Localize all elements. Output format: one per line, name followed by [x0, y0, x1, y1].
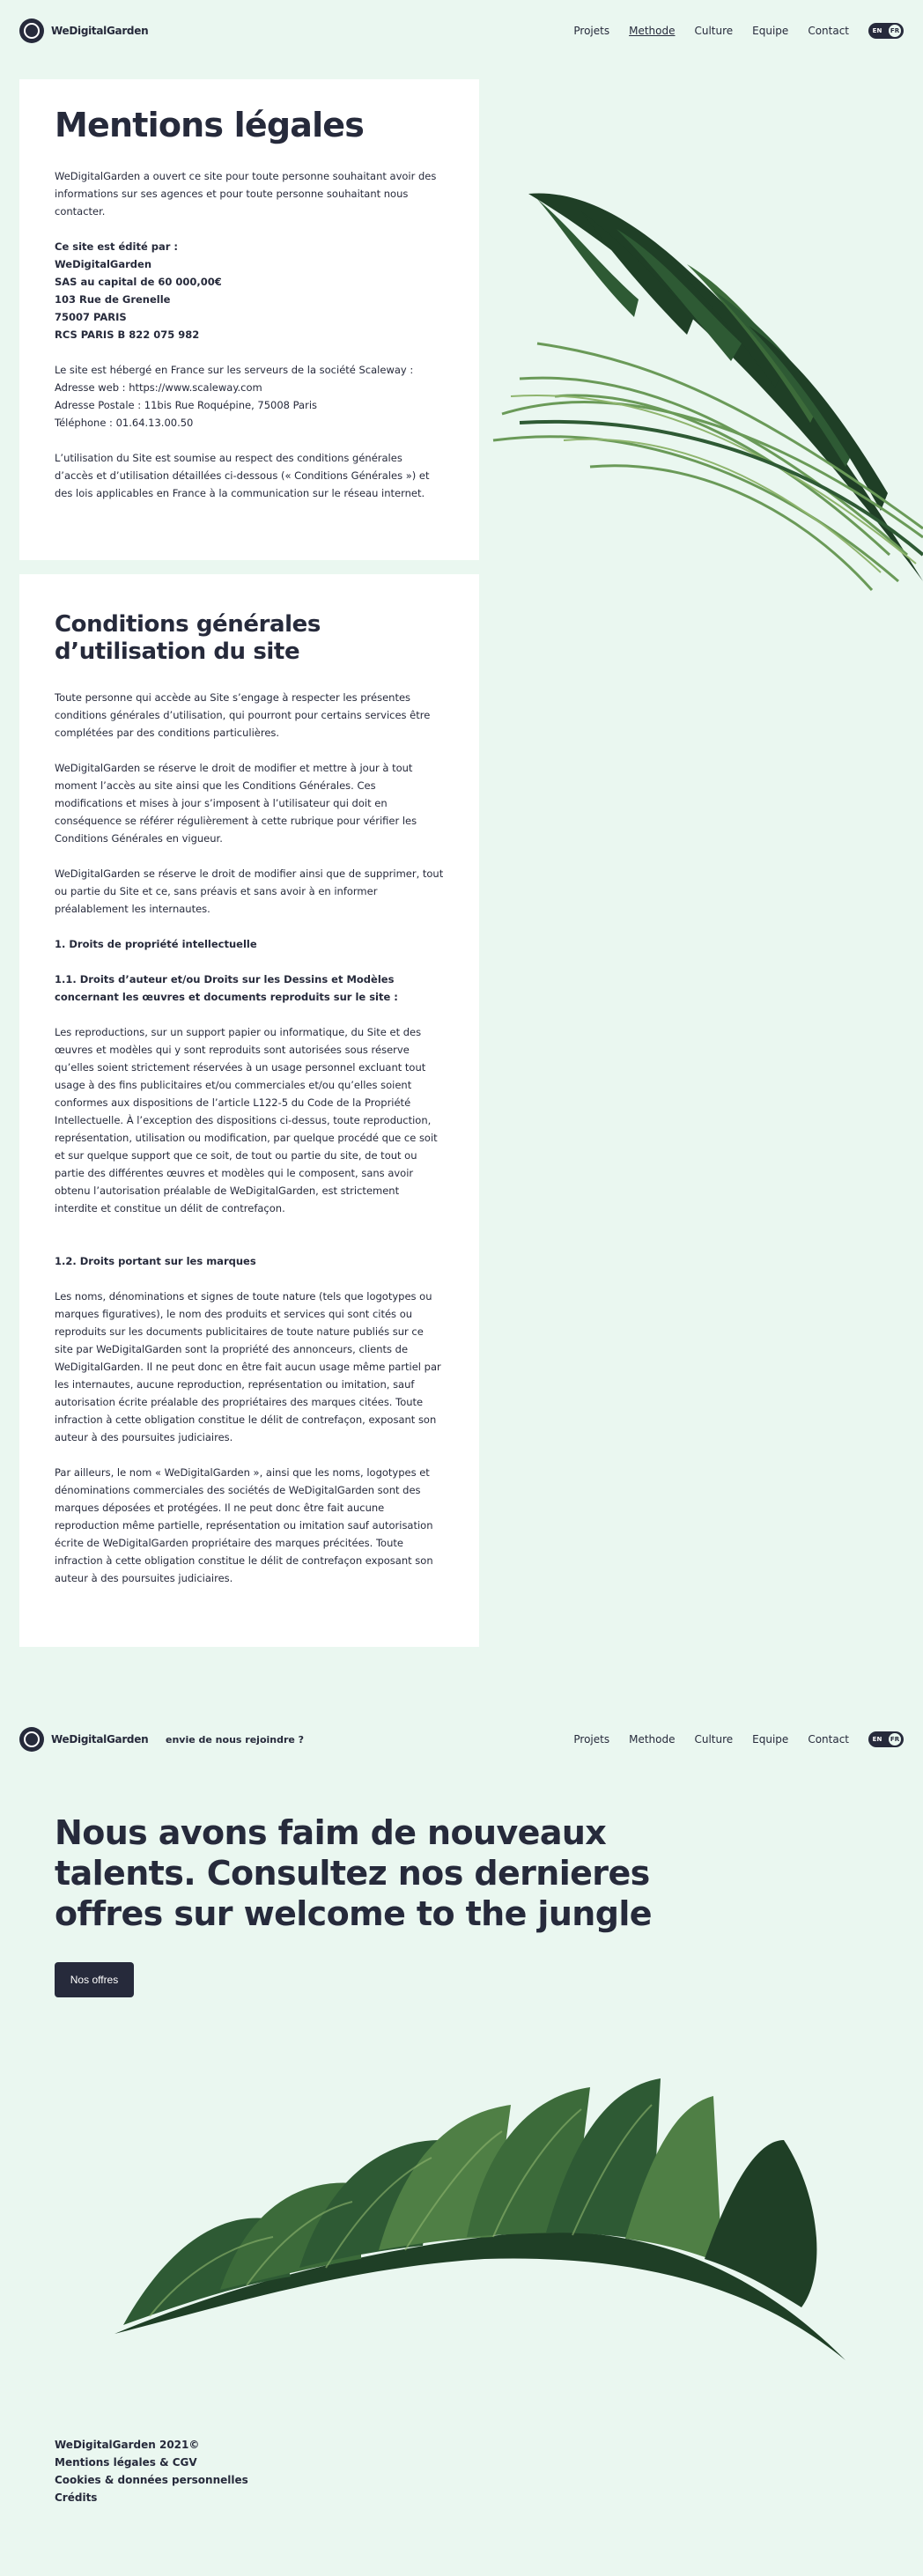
- join-tagline: envie de nous rejoindre ?: [166, 1733, 305, 1746]
- language-toggle[interactable]: [868, 23, 904, 39]
- editor-line: 103 Rue de Grenelle: [55, 292, 171, 306]
- editor-line: RCS PARIS B 822 075 982: [55, 328, 200, 341]
- editor-label: Ce site est édité par :: [55, 240, 179, 253]
- nav-item-methode[interactable]: Methode: [629, 25, 676, 37]
- language-toggle[interactable]: [868, 1731, 904, 1747]
- lang-en[interactable]: EN: [872, 27, 882, 34]
- terms-paragraph: WeDigitalGarden se réserve le droit de modifier et mettre à jour à tout moment l’accès au site ainsi que les Conditions Générales. Ces modifications et mises à jour s’imposent à l’utilisateur qui doit en conséquence se référer régulièrement à cette rubrique pour vérifier les Conditions Générales en vigueur.: [55, 762, 417, 845]
- garden-logo-icon: [19, 1727, 44, 1752]
- nav-item-contact[interactable]: Contact: [808, 1733, 849, 1746]
- palm-leaf-illustration: [484, 167, 923, 608]
- terms-paragraph: Toute personne qui accède au Site s’engage à respecter les présentes conditions générales d’utilisation, qui pourront pour certains services être complétées par des conditions particulières.: [55, 691, 431, 740]
- top-navbar: [0, 0, 923, 62]
- terms-paragraph: Les reproductions, sur un support papier ou informatique, du Site et des œuvres et modèles qui y sont reproduits sont autorisées sous réserve qu’elles soient strictement réservées à un usage personnel excluant tout usage à des fins publicitaires et/ou commerciales et/ou qu’elles soient conformes aux dispositions de l’article L122-5 du Code de la Propriété Intellectuelle. À l’exception des dispositions ci-dessus, toute reproduction, représentation, utilisation ou modification, par quelque procédé que ce soit et sur quelque support que ce soit, de tout ou partie du site, de tout ou partie des différentes œuvres et modèles qui le composent, sans avoir obtenu l’autorisation préalable de WeDigitalGarden, est strictement interdite et constitue un délit de contrefaçon.: [55, 1026, 438, 1215]
- site-footer: [55, 2436, 248, 2506]
- legal-notice-card: [19, 79, 479, 560]
- hosting-line: Téléphone : 01.64.13.00.50: [55, 416, 194, 429]
- hosting-line: Adresse Postale : 11bis Rue Roquépine, 75008 Paris: [55, 398, 318, 411]
- terms-note: L’utilisation du Site est soumise au respect des conditions générales d’accès et d’utilisation détaillées ci-dessous (« Conditions Générales ») et des lois applicables en France à la communication sur le réseau internet.: [55, 451, 430, 499]
- footer-link-credits[interactable]: Crédits: [55, 2491, 98, 2504]
- brand-logo[interactable]: [19, 1727, 148, 1752]
- footer-navbar: [0, 1709, 923, 1770]
- footer-link-cookies[interactable]: Cookies & données personnelles: [55, 2474, 248, 2486]
- offers-button[interactable]: Nos offres: [55, 1962, 134, 1997]
- nav-item-methode[interactable]: Methode: [629, 1733, 676, 1746]
- garden-logo-icon: [19, 18, 44, 43]
- nav-item-equipe[interactable]: Equipe: [752, 25, 789, 37]
- nav-item-projets[interactable]: Projets: [573, 25, 610, 37]
- hiring-headline: Nous avons faim de nouveaux talents. Consultez nos dernieres offres sur welcome to the jungle: [55, 1813, 652, 1933]
- legal-title: Mentions légales: [55, 106, 365, 144]
- lang-fr[interactable]: FR: [889, 1733, 901, 1746]
- terms-paragraph: WeDigitalGarden se réserve le droit de modifier ainsi que de supprimer, tout ou partie du Site et ce, sans préavis et sans avoir à en informer préalablement les internautes.: [55, 867, 444, 916]
- editor-line: 75007 PARIS: [55, 310, 127, 323]
- section-heading: 1.1. Droits d’auteur et/ou Droits sur les Dessins et Modèles concernant les œuvres et documents reproduits sur le site :: [55, 973, 398, 1004]
- banana-leaf-illustration: [114, 2070, 854, 2369]
- brand-name: WeDigitalGarden: [51, 1733, 149, 1746]
- copyright: WeDigitalGarden 2021©: [55, 2439, 200, 2451]
- nav-item-culture[interactable]: Culture: [694, 25, 734, 37]
- footer-menu: [573, 1733, 849, 1746]
- terms-title: Conditions générales d’utilisation du site: [55, 611, 321, 666]
- lang-en[interactable]: EN: [872, 1736, 882, 1743]
- nav-item-projets[interactable]: Projets: [573, 1733, 610, 1746]
- lang-fr[interactable]: FR: [889, 25, 901, 37]
- brand-logo[interactable]: [19, 18, 148, 43]
- editor-line: WeDigitalGarden: [55, 257, 152, 270]
- nav-item-contact[interactable]: Contact: [808, 25, 849, 37]
- section-heading: 1. Droits de propriété intellectuelle: [55, 938, 257, 951]
- nav-item-culture[interactable]: Culture: [694, 1733, 734, 1746]
- legal-intro: WeDigitalGarden a ouvert ce site pour toute personne souhaitant avoir des informations sur ses agences et pour toute personne souhaitant nous contacter.: [55, 169, 437, 218]
- hosting-line: Adresse web : https://www.scaleway.com: [55, 380, 262, 394]
- brand-name: WeDigitalGarden: [51, 25, 149, 37]
- footer-link-legal[interactable]: Mentions légales & CGV: [55, 2456, 197, 2469]
- nav-item-equipe[interactable]: Equipe: [752, 1733, 789, 1746]
- terms-card: [19, 574, 479, 1647]
- editor-line: SAS au capital de 60 000,00€: [55, 275, 222, 288]
- terms-paragraph: Par ailleurs, le nom « WeDigitalGarden », ainsi que les noms, logotypes et dénominations commerciales des sociétés de WeDigitalGarden sont des marques déposées et protégées. Il ne peut donc être fait aucune reproduction même partielle, représentation ou imitation sauf autorisation écrite de WeDigitalGarden propriétaire des marques précitées. Toute infraction à cette obligation constitue le délit de contrefaçon exposant son auteur à des poursuites judiciaires.: [55, 1466, 433, 1585]
- main-menu: [573, 25, 849, 37]
- section-heading: 1.2. Droits portant sur les marques: [55, 1255, 256, 1268]
- hosting-line: Le site est hébergé en France sur les serveurs de la société Scaleway :: [55, 363, 414, 376]
- hiring-section: [55, 1812, 724, 1934]
- terms-paragraph: Les noms, dénominations et signes de toute nature (tels que logotypes ou marques figuratives), le nom des produits et services qui sont cités ou reproduits sur les documents publicitaires de toute nature publiés sur ce site par WeDigitalGarden sont la propriété des annonceurs, clients de WeDigitalGarden. Il ne peut donc en être fait aucun usage même partiel par les internautes, aucune reproduction, représentation ou imitation, sauf autorisation écrite préalable des propriétaires des marques citées. Toute infraction à cette obligation constitue le délit de contrefaçon, exposant son auteur à des poursuites judiciaires.: [55, 1290, 441, 1444]
